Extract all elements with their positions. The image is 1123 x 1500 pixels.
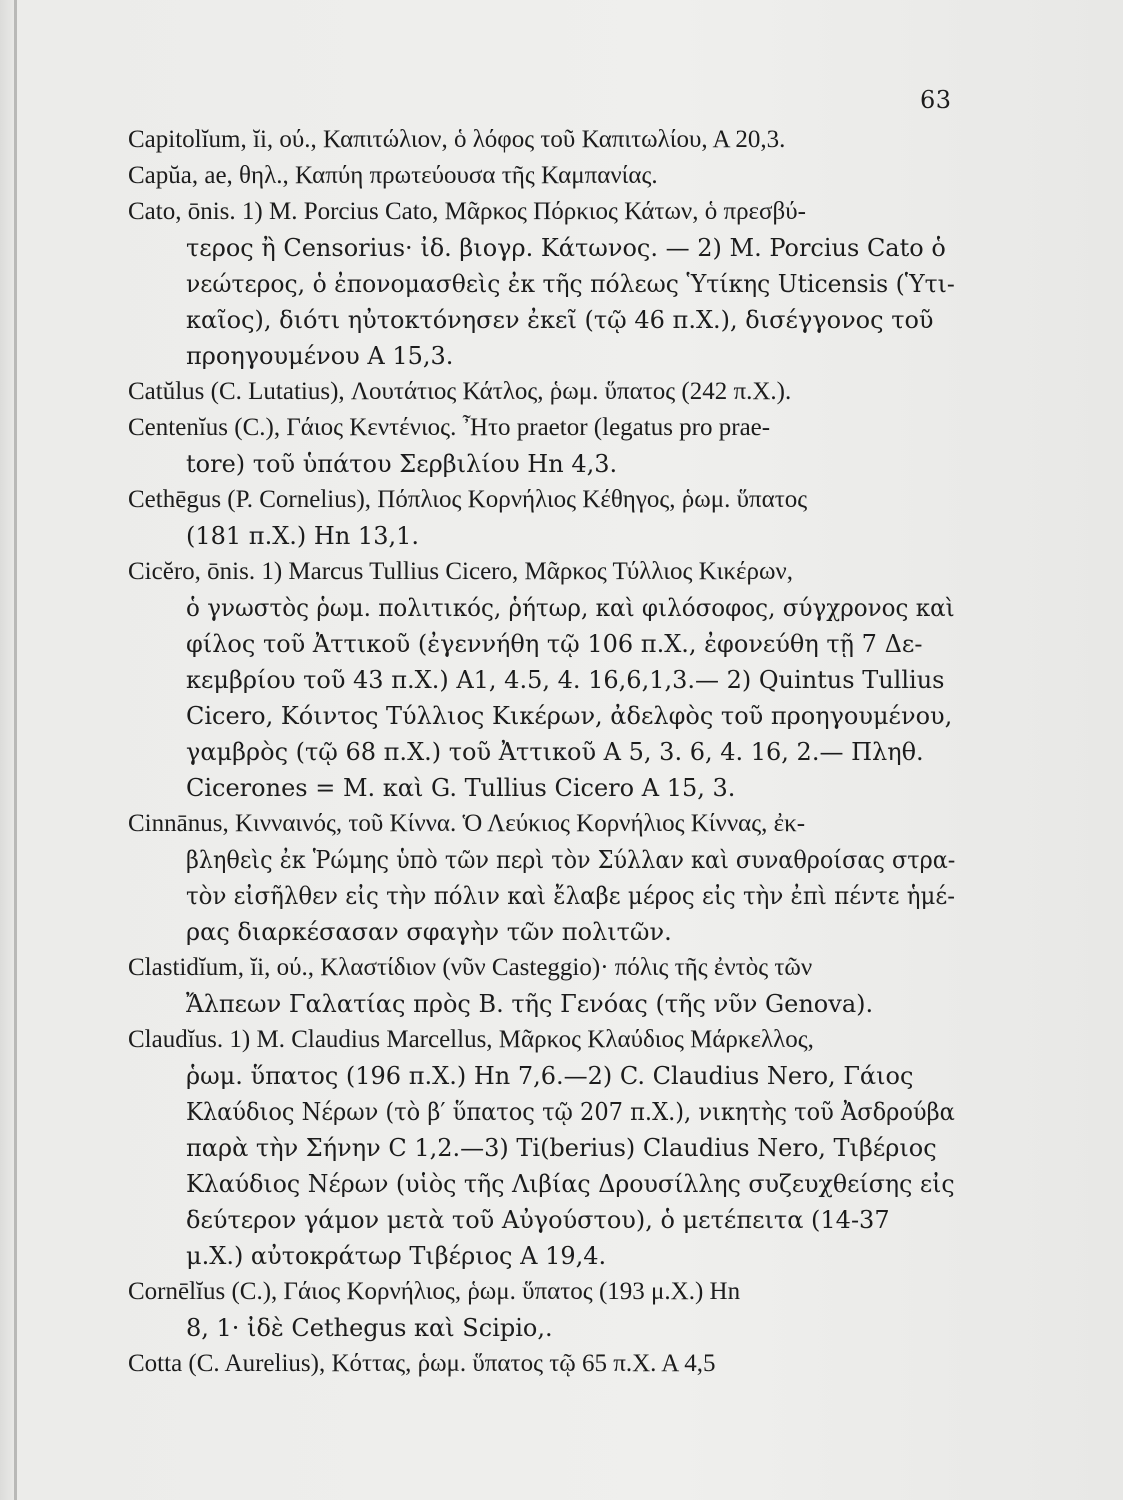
- entry-line: νεώτερος, ὁ ἐπονομασθεὶς ἐκ τῆς πόλεως Ὑτίκης Uticensis (Ὑτι-: [186, 270, 955, 298]
- entry-line: ῥωμ. ὕπατος (196 π.Χ.) Hn 7,6.—2) C. Claudius Nero, Γάιος: [186, 1062, 914, 1090]
- page-number: 63: [920, 86, 952, 114]
- entry-line: Capŭa, ae, θηλ., Καπύη πρωτεύουσα τῆς Καμπανίας.: [128, 162, 658, 189]
- entry-line: Cicĕro, ōnis. 1) Marcus Tullius Cicero, Μᾶρκος Τύλλιος Κικέρων,: [128, 558, 793, 585]
- entry-line: καῖος), διότι ηὐτοκτόνησεν ἐκεῖ (τῷ 46 π.Χ.), δισέγγονος τοῦ: [186, 306, 934, 334]
- entry-line: Clastidĭum, ĭi, ού., Κλαστίδιον (νῦν Casteggio)· πόλις τῆς ἐντὸς τῶν: [128, 954, 813, 981]
- entry-line: φίλος τοῦ Ἀττικοῦ (ἐγεννήθη τῷ 106 π.Χ., ἐφονεύθη τῇ 7 Δε-: [186, 630, 923, 658]
- entry-line: Cethēgus (P. Cornelius), Πόπλιος Κορνήλιος Κέθηγος, ῥωμ. ὕπατος: [128, 486, 808, 513]
- entry-line: τερος ἢ Censorius· ἰδ. βιογρ. Κάτωνος. — 2) M. Porcius Cato ὁ: [186, 234, 946, 262]
- entry-line: Cato, ōnis. 1) M. Porcius Cato, Μᾶρκος Πόρκιος Κάτων, ὁ πρεσβύ-: [128, 198, 806, 225]
- entry-line: Cornēlĭus (C.), Γάιος Κορνήλιος, ῥωμ. ὕπατος (193 μ.Χ.) Hn: [128, 1278, 741, 1305]
- entry-line: βληθεὶς ἐκ Ῥώμης ὑπὸ τῶν περὶ τὸν Σύλλαν καὶ συναθροίσας στρα-: [186, 846, 956, 874]
- entry-line: μ.Χ.) αὐτοκράτωρ Τιβέριος Α 19,4.: [186, 1242, 607, 1270]
- entry-line: tore) τοῦ ὑπάτου Σερβιλίου Hn 4,3.: [186, 450, 618, 478]
- entry-line: κεμβρίου τοῦ 43 π.Χ.) Α1, 4.5, 4. 16,6,1,3.— 2) Quintus Tullius: [186, 666, 945, 694]
- entry-line: Ἄλπεων Γαλατίας πρὸς Β. τῆς Γενόας (τῆς νῦν Genova).: [186, 990, 874, 1018]
- entry-line: Claudĭus. 1) M. Claudius Marcellus, Μᾶρκος Κλαύδιος Μάρκελλος,: [128, 1026, 814, 1053]
- entry-line: Cicerones = M. καὶ G. Tullius Cicero A 15, 3.: [186, 774, 736, 802]
- entry-line: 8, 1· ἰδὲ Cethegus καὶ Scipio,.: [186, 1314, 553, 1342]
- entry-line: γαμβρὸς (τῷ 68 π.Χ.) τοῦ Ἀττικοῦ Α 5, 3. 6, 4. 16, 2.— Πληθ.: [186, 738, 924, 766]
- entry-line: Κλαύδιος Νέρων (τὸ β′ ὕπατος τῷ 207 π.Χ.), νικητὴς τοῦ Ἀσδρούβα: [186, 1098, 955, 1126]
- entry-line: ρας διαρκέσασαν σφαγὴν τῶν πολιτῶν.: [186, 918, 672, 946]
- entry-line: τὸν εἰσῆλθεν εἰς τὴν πόλιν καὶ ἔλαβε μέρος εἰς τὴν ἐπὶ πέντε ἡμέ-: [186, 882, 956, 910]
- page-edge: [14, 0, 17, 1500]
- entry-line: Catŭlus (C. Lutatius), Λουτάτιος Κάτλος, ῥωμ. ὕπατος (242 π.Χ.).: [128, 378, 792, 405]
- entry-line: Cicero, Κόιντος Τύλλιος Κικέρων, ἀδελφὸς τοῦ προηγουμένου,: [186, 702, 953, 730]
- entry-line: προηγουμένου Α 15,3.: [186, 342, 454, 370]
- entry-line: ὁ γνωστὸς ῥωμ. πολιτικός, ῥήτωρ, καὶ φιλόσοφος, σύγχρονος καὶ: [186, 594, 955, 622]
- entry-line: (181 π.Χ.) Hn 13,1.: [186, 522, 419, 550]
- entry-line: παρὰ τὴν Σήνην C 1,2.—3) Ti(berius) Claudius Nero, Τιβέριος: [186, 1134, 937, 1162]
- entry-line: Centenĭus (C.), Γάιος Κεντένιος. Ἦτο praetor (legatus pro prae-: [128, 414, 771, 441]
- entry-line: Cinnānus, Κινναινός, τοῦ Κίννα. Ὁ Λεύκιος Κορνήλιος Κίννας, ἐκ-: [128, 810, 806, 837]
- entry-line: Capitolĭum, ĭi, ού., Καπιτώλιον, ὁ λόφος τοῦ Καπιτωλίου, Α 20,3.: [128, 126, 786, 153]
- entry-line: Cotta (C. Aurelius), Κόττας, ῥωμ. ὕπατος τῷ 65 π.Χ. Α 4,5: [128, 1350, 716, 1377]
- entry-line: δεύτερον γάμον μετὰ τοῦ Αὐγούστου), ὁ μετέπειτα (14-37: [186, 1206, 890, 1234]
- entry-line: Κλαύδιος Νέρων (υἱὸς τῆς Λιβίας Δρουσίλλης συζευχθείσης εἰς: [186, 1170, 955, 1198]
